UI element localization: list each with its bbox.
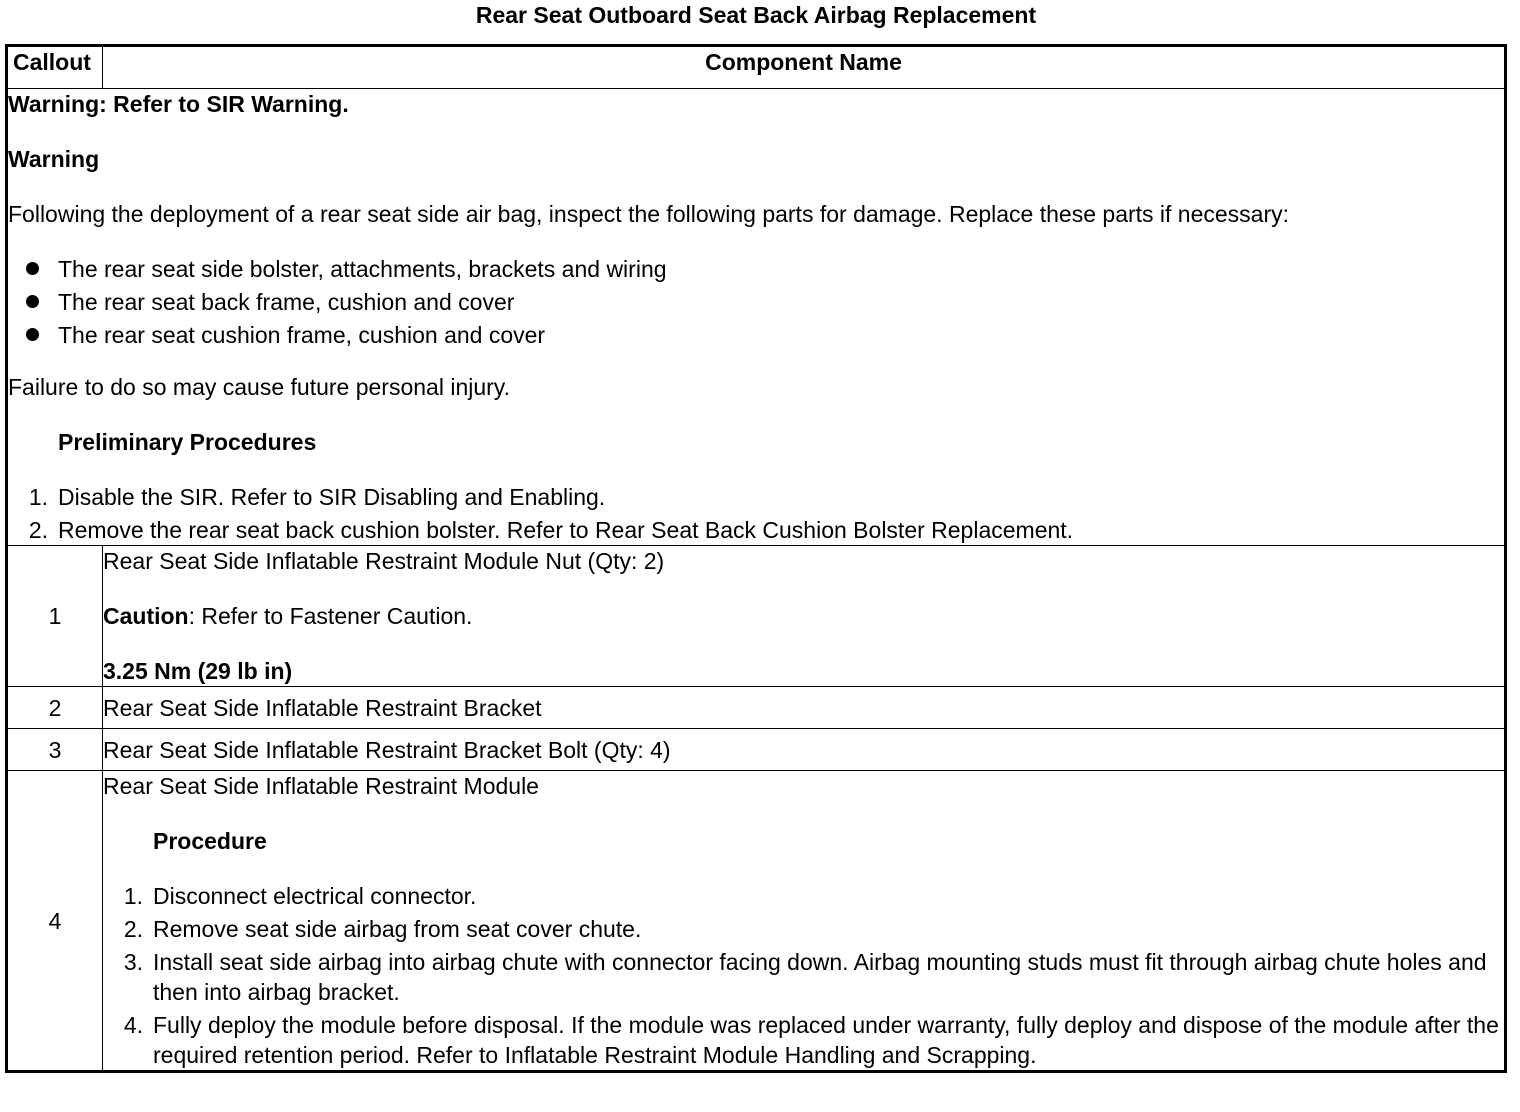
list-item: 1. Disconnect electrical connector. [123, 883, 477, 909]
table-row [7, 546, 1506, 687]
bullet-icon [26, 328, 39, 341]
table-header-row [7, 46, 1506, 89]
list-item: 2. Remove seat side airbag from seat cover chute. [123, 916, 642, 942]
list-item: The rear seat side bolster, attachments, brackets and wiring [8, 254, 1504, 287]
list-item: 4. Fully deploy the module before disposal. If the module was replaced under warranty, fully deploy and dispose of the module after the required retention period. Refer to Inflatable Restraint Module Handling and Scrapping. [123, 1012, 1499, 1068]
callout-number: 2 [7, 687, 103, 729]
caution-note: Caution: Refer to Fastener Caution. [103, 603, 473, 629]
warning-row [7, 89, 1506, 546]
list-item: The rear seat back frame, cushion and cover [8, 287, 1504, 320]
component-table [5, 44, 1507, 1073]
component-cell [103, 771, 1506, 1072]
failure-note: Failure to do so may cause future personal injury. [8, 374, 510, 400]
component-cell [103, 546, 1506, 687]
callout-number: 3 [7, 729, 103, 771]
warning-heading: Warning [8, 146, 100, 172]
preliminary-steps-list [8, 482, 1504, 545]
warning-block [7, 89, 1506, 546]
torque-spec: 3.25 Nm (29 lb in) [103, 658, 293, 684]
bullet-icon [26, 262, 39, 275]
procedure-heading: Procedure [153, 828, 267, 854]
bullet-icon [26, 295, 39, 308]
table-row [7, 687, 1506, 729]
list-item: The rear seat cushion frame, cushion and cover [8, 320, 1504, 353]
callout-number: 1 [7, 546, 103, 687]
sir-warning-reference: Warning: Refer to SIR Warning. [8, 91, 349, 117]
table-row [7, 771, 1506, 1072]
component-name: Rear Seat Side Inflatable Restraint Bracket Bolt (Qty: 4) [103, 729, 1506, 771]
page-title: Rear Seat Outboard Seat Back Airbag Replacement [475, 2, 1037, 28]
component-name-column-header: Component Name [103, 46, 1506, 89]
callout-column-header: Callout [7, 46, 103, 89]
procedure-steps-list [103, 881, 1504, 1070]
component-name: Rear Seat Side Inflatable Restraint Module [103, 773, 539, 799]
callout-number: 4 [7, 771, 103, 1072]
inspection-bullet-list [8, 254, 1504, 353]
component-name: Rear Seat Side Inflatable Restraint Module Nut (Qty: 2) [103, 548, 665, 574]
warning-intro: Following the deployment of a rear seat side air bag, inspect the following parts for damage. Replace these parts if necessary: [8, 201, 1290, 227]
component-name: Rear Seat Side Inflatable Restraint Bracket [103, 687, 1506, 729]
table-row [7, 729, 1506, 771]
preliminary-procedures-heading: Preliminary Procedures [58, 429, 317, 455]
list-item: 3. Install seat side airbag into airbag chute with connector facing down. Airbag mounting studs must fit through airbag chute holes and then into airbag bracket. [123, 949, 1487, 1005]
list-item: 2. Remove the rear seat back cushion bolster. Refer to Rear Seat Back Cushion Bolster Replacement. [28, 517, 1074, 543]
list-item: 1. Disable the SIR. Refer to SIR Disabling and Enabling. [28, 484, 606, 510]
